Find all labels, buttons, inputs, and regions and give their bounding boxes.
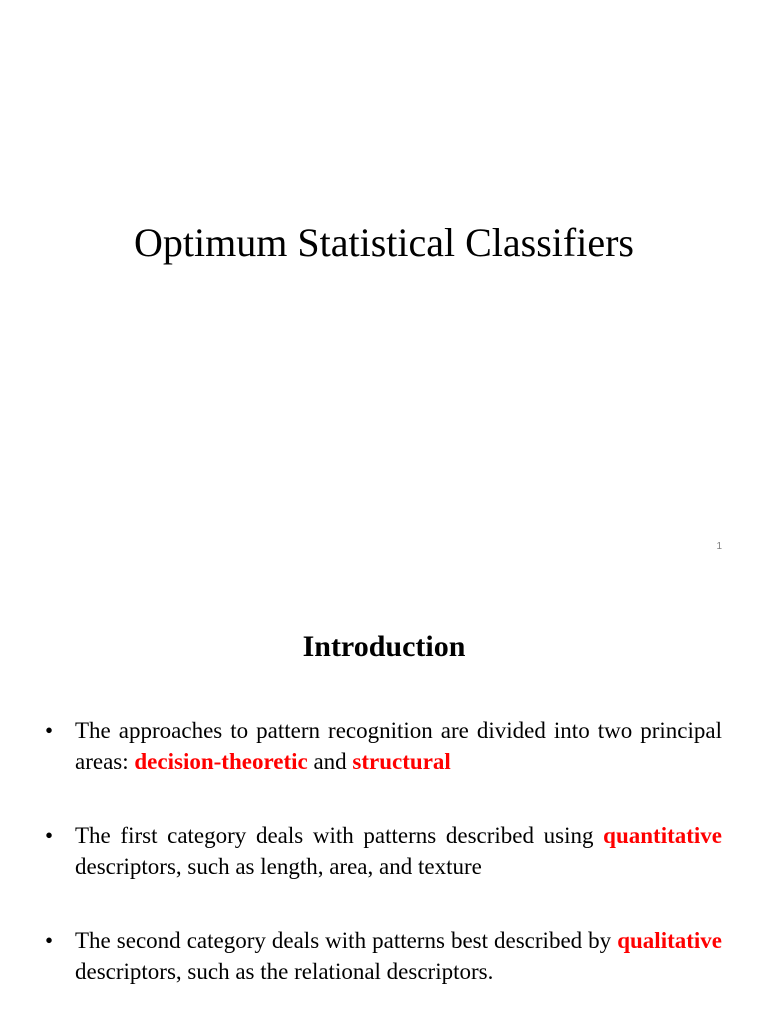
slide-title: Optimum Statistical Classifiers [134, 220, 634, 265]
highlight-term: decision-theoretic [134, 748, 308, 774]
bullet-text: and [307, 748, 353, 774]
page-number: 1 [716, 541, 722, 552]
bullet-item-approaches [45, 716, 722, 777]
bullet-text: descriptors, such as length, area, and texture [75, 853, 482, 879]
bullet-text: descriptors, such as the relational descriptors. [75, 958, 494, 984]
bullet-item-second-category [45, 926, 722, 987]
bullet-item-first-category [45, 821, 722, 882]
slide-heading: Introduction [302, 630, 466, 663]
bullet-list [45, 716, 722, 987]
highlight-term: qualitative [617, 928, 722, 953]
introduction-slide [0, 576, 768, 1024]
bullet-text: The approaches to pattern recognition are divided into two principal areas: [75, 718, 722, 774]
highlight-term: structural [352, 748, 451, 774]
bullet-icon: • [45, 928, 54, 953]
bullet-text: The first category deals with patterns described using [75, 823, 604, 848]
bullet-icon: • [45, 823, 54, 848]
highlight-term: quantitative [603, 823, 722, 848]
bullet-icon: • [45, 718, 54, 743]
bullet-text: The second category deals with patterns best described by [75, 928, 618, 953]
